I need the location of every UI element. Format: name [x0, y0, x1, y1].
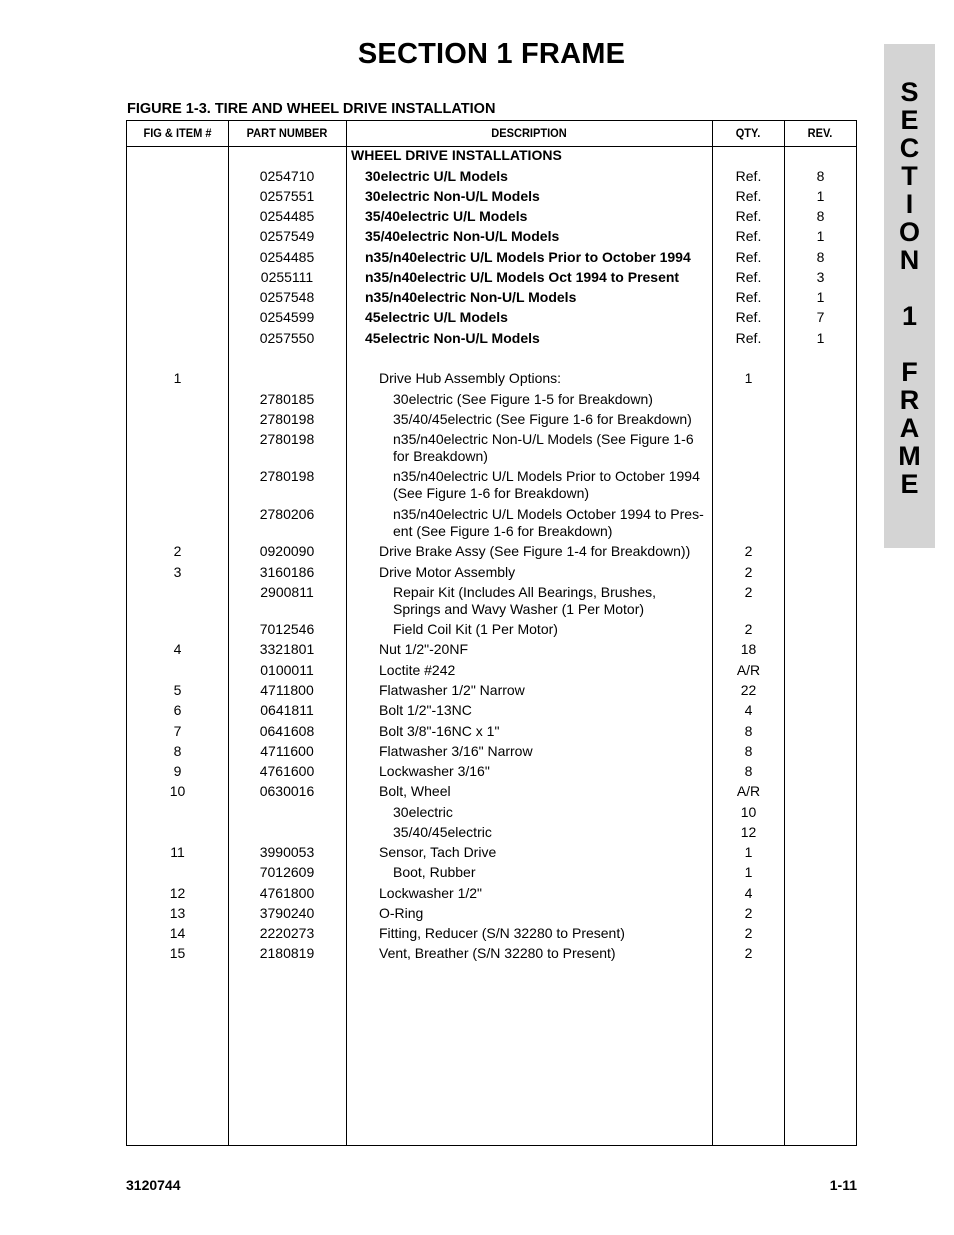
description-cell: 45electric U/L Models	[365, 309, 508, 325]
header-description: DESCRIPTION	[491, 126, 567, 140]
section-title: SECTION 1 FRAME	[357, 38, 626, 70]
description-cell: Lockwasher 3/16"	[379, 763, 490, 779]
description-cell: Flatwasher 3/16" Narrow	[379, 743, 533, 759]
description-cell: 30electric Non-U/L Models	[365, 188, 540, 204]
description-cell: 35/40/45electric	[393, 824, 492, 840]
qty-cell: 2	[744, 621, 753, 637]
side-tab-letter: C	[899, 133, 920, 163]
description-cell: Repair Kit (Includes All Bearings, Brushes, Springs and Wavy Washer (1 Per Motor)	[393, 584, 657, 617]
part-number-cell: 4761600	[259, 763, 315, 779]
description-cell: n35/n40electric Non-U/L Models	[365, 289, 577, 305]
description-cell: 30electric U/L Models	[365, 168, 508, 184]
qty-cell: Ref.	[735, 228, 762, 244]
qty-cell: Ref.	[735, 208, 762, 224]
rev-cell: 1	[816, 188, 825, 204]
item-number-cell: 15	[169, 945, 186, 961]
item-number-cell: 8	[173, 743, 182, 759]
item-number-cell: 14	[169, 925, 186, 941]
part-number-cell: 7012546	[259, 621, 315, 637]
item-number-cell: 6	[173, 702, 182, 718]
qty-cell: A/R	[736, 662, 761, 678]
description-cell: n35/n40electric Non-U/L Models (See Figure 1-6 for Breakdown)	[393, 431, 694, 464]
part-number-cell: 4761800	[259, 885, 315, 901]
parts-table	[126, 120, 857, 1146]
side-tab-letter: M	[898, 441, 921, 471]
description-cell: Drive Motor Assembly	[379, 564, 516, 580]
qty-cell: 8	[744, 743, 753, 759]
item-number-cell: 3	[173, 564, 182, 580]
description-cell: Bolt 1/2"-13NC	[379, 702, 472, 718]
description-cell: Drive Hub Assembly Options:	[379, 370, 562, 386]
qty-cell: Ref.	[735, 330, 762, 346]
description-cell: Lockwasher 1/2"	[379, 885, 483, 901]
qty-cell: Ref.	[735, 168, 762, 184]
rev-cell: 1	[816, 330, 825, 346]
description-cell: WHEEL DRIVE INSTALLATIONS	[351, 147, 562, 163]
description-cell: Drive Brake Assy (See Figure 1-4 for Breakdown))	[379, 543, 691, 559]
description-cell: 45electric Non-U/L Models	[365, 330, 540, 346]
part-number-cell: 2780198	[259, 468, 315, 484]
qty-cell: Ref.	[735, 188, 762, 204]
rev-cell: 8	[816, 208, 825, 224]
description-cell: Loctite #242	[379, 662, 456, 678]
part-number-cell: 4711800	[260, 682, 314, 698]
part-number-cell: 0254599	[259, 309, 315, 325]
rev-cell: 3	[816, 269, 825, 285]
part-number-cell: 2780185	[259, 391, 315, 407]
description-cell: 30electric (See Figure 1-5 for Breakdown)	[393, 391, 653, 407]
part-number-cell: 2220273	[259, 925, 315, 941]
part-number-cell: 7012609	[259, 864, 315, 880]
item-number-cell: 2	[173, 543, 182, 559]
side-tab-letter: S	[900, 77, 919, 107]
part-number-cell: 0254485	[259, 208, 315, 224]
qty-cell: 8	[744, 763, 753, 779]
description-cell: Boot, Rubber	[393, 864, 476, 880]
description-cell: n35/n40electric U/L Models Oct 1994 to Present	[365, 269, 680, 285]
part-number-cell: 0257550	[259, 330, 315, 346]
qty-cell: 2	[744, 564, 753, 580]
part-number-cell: 0100011	[260, 662, 314, 678]
item-number-cell: 12	[169, 885, 186, 901]
qty-cell: 1	[744, 844, 753, 860]
qty-cell: A/R	[736, 783, 761, 799]
description-cell: Flatwasher 1/2" Narrow	[379, 682, 525, 698]
item-number-cell: 1	[173, 370, 182, 386]
side-tab-letter: T	[901, 161, 918, 191]
qty-cell: 8	[744, 723, 753, 739]
side-tab-letter: A	[899, 413, 920, 443]
item-number-cell: 5	[173, 682, 182, 698]
header-part-number: PART NUMBER	[246, 126, 328, 140]
header-item: FIG & ITEM #	[143, 126, 212, 140]
side-tab-letter: N	[899, 245, 920, 275]
part-number-cell: 2180819	[259, 945, 315, 961]
side-tab-letter: 1	[901, 301, 918, 331]
header-qty: QTY.	[735, 126, 761, 140]
qty-cell: Ref.	[735, 249, 762, 265]
header-rev: REV.	[807, 126, 833, 140]
part-number-cell: 0630016	[259, 783, 315, 799]
qty-cell: 4	[744, 702, 753, 718]
qty-cell: 2	[744, 905, 753, 921]
description-cell: Bolt 3/8"-16NC x 1"	[379, 723, 500, 739]
side-tab-letter: E	[900, 105, 919, 135]
qty-cell: 2	[744, 945, 753, 961]
qty-cell: Ref.	[735, 269, 762, 285]
rev-cell: 1	[816, 228, 825, 244]
part-number-cell: 0254485	[259, 249, 315, 265]
part-number-cell: 2780206	[259, 506, 315, 522]
part-number-cell: 0257548	[259, 289, 315, 305]
part-number-cell: 0257549	[259, 228, 315, 244]
rev-cell: 8	[816, 249, 825, 265]
description-cell: Vent, Breather (S/N 32280 to Present)	[379, 945, 616, 961]
description-cell: Bolt, Wheel	[379, 783, 451, 799]
qty-cell: 22	[740, 682, 757, 698]
qty-cell: Ref.	[735, 309, 762, 325]
qty-cell: Ref.	[735, 289, 762, 305]
side-tab-letter: O	[898, 217, 920, 247]
item-number-cell: 9	[173, 763, 182, 779]
qty-cell: 2	[744, 543, 753, 559]
qty-cell: 1	[744, 370, 753, 386]
description-cell: 35/40/45electric (See Figure 1-6 for Breakdown)	[393, 411, 692, 427]
description-cell: n35/n40electric U/L Models Prior to October 1994 (See Figure 1-6 for Breakdown)	[393, 468, 700, 501]
description-cell: 30electric	[393, 804, 453, 820]
description-cell: 35/40electric U/L Models	[365, 208, 528, 224]
part-number-cell: 2900811	[260, 584, 314, 600]
item-number-cell: 13	[169, 905, 186, 921]
description-cell: n35/n40electric U/L Models Prior to October 1994	[365, 249, 691, 265]
part-number-cell: 0641608	[259, 723, 315, 739]
side-tab-letter: R	[899, 385, 920, 415]
description-cell: Fitting, Reducer (S/N 32280 to Present)	[379, 925, 625, 941]
description-cell: O-Ring	[379, 905, 424, 921]
part-number-cell: 0920090	[259, 543, 315, 559]
qty-cell: 4	[744, 885, 753, 901]
part-number-cell: 2780198	[259, 411, 315, 427]
part-number-cell: 0641811	[260, 702, 314, 718]
item-number-cell: 10	[169, 783, 186, 799]
qty-cell: 1	[744, 864, 753, 880]
item-number-cell: 11	[170, 844, 185, 860]
qty-cell: 2	[744, 584, 753, 600]
part-number-cell: 0257551	[259, 188, 315, 204]
part-number-cell: 0254710	[259, 168, 315, 184]
part-number-cell: 0255111	[260, 269, 314, 285]
qty-cell: 10	[740, 804, 757, 820]
part-number-cell: 3990053	[259, 844, 315, 860]
qty-cell: 18	[740, 641, 757, 657]
figure-title: FIGURE 1-3. TIRE AND WHEEL DRIVE INSTALLATION	[127, 101, 496, 117]
part-number-cell: 3790240	[259, 905, 315, 921]
page-number: 1-11	[829, 1177, 857, 1193]
item-number-cell: 7	[173, 723, 182, 739]
description-cell: Nut 1/2"-20NF	[379, 641, 469, 657]
side-tab-letter: F	[901, 357, 918, 387]
qty-cell: 12	[740, 824, 757, 840]
rev-cell: 8	[816, 168, 825, 184]
part-number-cell: 2780198	[259, 431, 315, 447]
description-cell: Sensor, Tach Drive	[379, 844, 497, 860]
side-tab-letter: E	[900, 469, 919, 499]
part-number-cell: 4711600	[260, 743, 314, 759]
description-cell: 35/40electric Non-U/L Models	[365, 228, 560, 244]
qty-cell: 2	[744, 925, 753, 941]
rev-cell: 1	[816, 289, 825, 305]
item-number-cell: 4	[173, 641, 182, 657]
description-cell: n35/n40electric U/L Models October 1994 to Pres-ent (See Figure 1-6 for Breakdown)	[393, 506, 704, 539]
description-cell: Field Coil Kit (1 Per Motor)	[393, 621, 558, 637]
part-number-cell: 3321801	[259, 641, 315, 657]
part-number-cell: 3160186	[259, 564, 315, 580]
document-number: 3120744	[126, 1177, 181, 1193]
rev-cell: 7	[816, 309, 825, 325]
section-side-tab	[884, 44, 935, 548]
side-tab-letter: I	[905, 189, 914, 219]
